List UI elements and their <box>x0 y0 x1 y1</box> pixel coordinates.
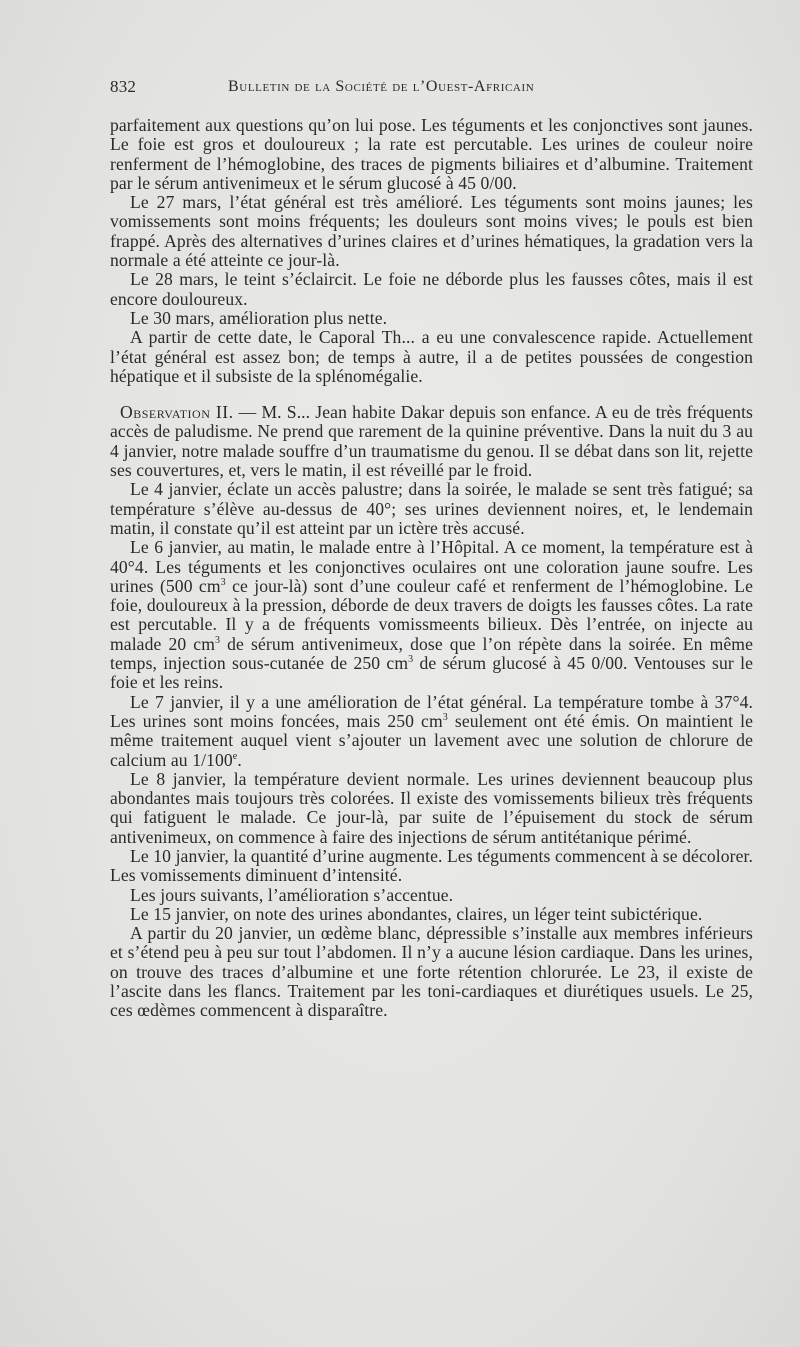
text-run: . <box>237 749 242 770</box>
superscript: 3 <box>220 576 226 588</box>
superscript: 3 <box>408 654 414 666</box>
paragraph: Les jours suivants, l’amélioration s’accentue. <box>130 884 454 905</box>
paragraph: Le 4 janvier, éclate un accès palustre; dans la soirée, le malade se sent très fatigué; sa température s’élève au-dessus de 40°; ses urines deviennent noires, et, le lendemain matin, il constate qu’il est atteint par un ictère très accusé. <box>110 479 753 538</box>
observation-text: — M. S... Jean habite Dakar depuis son enfance. A eu de très fréquents accès de paludisme. Ne prend que rarement de la quinine préventive. Dans la nuit du 3 au 4 janvier, notre malade souffre d’un traumatisme du genou. Il se débat dans son lit, rejette ses couvertures, et, vers le matin, il est réveillé par le froid. <box>110 402 754 481</box>
paragraph: Le 28 mars, le teint s’éclaircit. Le foie ne déborde plus les fausses côtes, mais il est encore douloureux. <box>110 269 753 309</box>
text-run: de sérum glucosé à 45 0/00. Ventouses sur le foie et les reins. <box>110 653 753 693</box>
paragraph: parfaitement aux questions qu’on lui pose. Les téguments et les conjonctives sont jaunes. Le foie est gros et douloureux ; la rate est percutable. Les urines de couleur noire renferment de l’hémoglobine, des traces de pigments biliaires et d’albumine. Traitement par le sérum antivenimeux et le sérum glucosé à 45 0/00. <box>110 115 753 193</box>
paragraph: Le 30 mars, amélioration plus nette. <box>130 307 388 328</box>
observation-heading: Observation II. <box>120 402 234 423</box>
text-run: ce jour-là) sont d’une couleur café et renferment de l’hémoglobine. Le foie, douloureux à la pression, déborde de deux travers de doigts les fausses côtes. La rate est percutable. Il y a de fréquents vomissmeents bilieux. Dès l’entrée, on injecte au malade 20 cm <box>110 575 754 654</box>
paragraph <box>110 538 753 692</box>
paragraph: A partir du 20 janvier, un œdème blanc, dépressible s’installe aux membres inférieurs et s’étend peu à peu sur tout l’abdomen. Il n’y a aucune lésion cardiaque. Dans les urines, on trouve des traces d’albumine et une forte rétention chlorurée. Le 23, il existe de l’ascite dans les flancs. Traitement par les toni-cardiaques et diurétiques usuels. Le 25, ces œdèmes commencent à disparaître. <box>110 923 753 1021</box>
paragraph: Le 15 janvier, on note des urines abondantes, claires, un léger teint subictérique. <box>130 903 703 924</box>
observation-paragraph <box>110 403 753 480</box>
text-run: Le 6 janvier, au matin, le malade entre à l’Hôpital. A ce moment, la température est à 40°4. Les téguments et les conjonctives oculaires ont une coloration jaune soufre. Les urines (500 cm <box>110 537 753 596</box>
text-run: de sérum antivenimeux, dose que l’on répète dans la soirée. En même temps, injection sous-cutanée de 250 cm <box>110 633 753 674</box>
superscript: 3 <box>215 634 221 646</box>
text-run: Le 7 janvier, il y a une amélioration de l’état général. La température tombe à 37°4. Les urines sont moins foncées, mais 250 cm <box>110 691 753 731</box>
paragraph: Le 10 janvier, la quantité d’urine augmente. Les téguments commencent à se décolorer. Les vomissements diminuent d’intensité. <box>110 845 753 886</box>
page-number: 832 <box>110 77 137 96</box>
paragraph: Le 8 janvier, la température devient normale. Les urines deviennent beaucoup plus abondantes mais toujours très colorées. Il existe des vomissements bilieux très fréquents qui fatiguent le malade. Ce jour-là, par suite de l’épuisement du stock de sérum antivenimeux, on commence à faire des injections de sérum antitétanique périmé. <box>110 768 753 847</box>
running-title: Bulletin de la Société de l’Ouest-Africain <box>228 78 535 95</box>
paragraph <box>110 693 753 770</box>
superscript: 3 <box>442 712 448 724</box>
paragraph: Le 27 mars, l’état général est très amélioré. Les téguments sont moins jaunes; les vomissements sont moins fréquents; les douleurs sont moins vives; le pouls est bien frappé. Après des alternatives d’urines claires et d’urines hématiques, la gradation vers la normale a été atteinte ce jour-là. <box>110 192 753 271</box>
superscript: e <box>232 750 238 762</box>
body-text <box>110 116 753 1021</box>
paragraph: A partir de cette date, le Caporal Th... a eu une convalescence rapide. Actuellement l’état général est assez bon; de temps à autre, il a de petites poussées de congestion hépatique et il subsiste de la splénomégalie. <box>110 327 753 386</box>
page-header <box>110 77 750 101</box>
text-run: seulement ont été émis. On maintient le même traitement auquel vient s’ajouter un lavement avec une solution de chlorure de calcium au 1/100 <box>110 710 753 770</box>
